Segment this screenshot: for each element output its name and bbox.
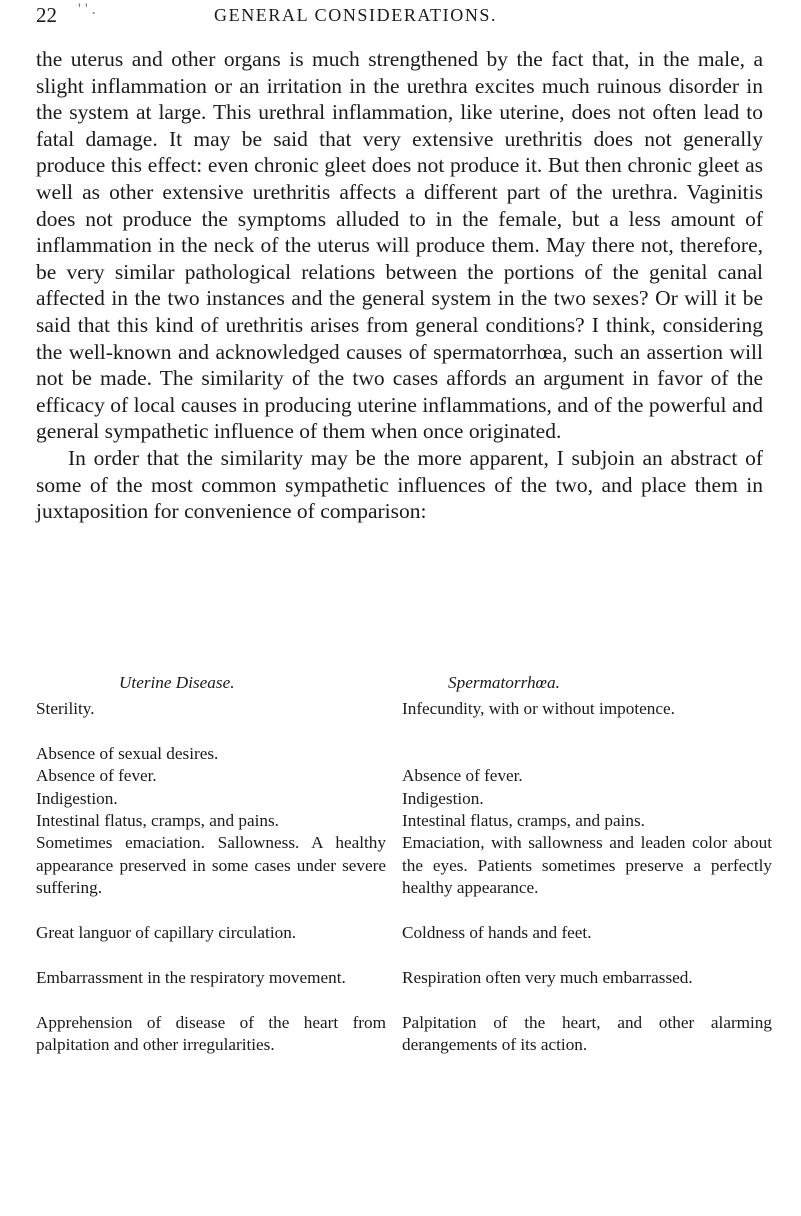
right-entry-fever: Absence of fever. bbox=[402, 766, 523, 786]
spermatorrhoea-heading: Spermatorrhœa. bbox=[448, 673, 560, 692]
left-entry-emaciation: Sometimes emaciation. Sallowness. A healthy appearance preserved in some cases under severe suffering. bbox=[36, 833, 386, 898]
header-marks: ' ' . bbox=[78, 1, 96, 18]
right-entry-emaciation: Emaciation, with sallowness and leaden color about the eyes. Patients sometimes preserve a perfectly healthy appearance. bbox=[402, 833, 772, 898]
left-entry-heart: Apprehension of disease of the heart from palpitation and other irregularities. bbox=[36, 1012, 386, 1054]
right-entry-respiration: Respiration often very much embarrassed. bbox=[402, 967, 693, 987]
body-text bbox=[36, 46, 763, 525]
left-entry-fever: Absence of fever. bbox=[36, 766, 157, 786]
uterine-disease-column bbox=[36, 672, 386, 1056]
right-entry-infecundity: Infecundity, with or without impotence. bbox=[402, 699, 675, 718]
page-header bbox=[0, 3, 801, 31]
paragraph-1: the uterus and other organs is much strengthened by the fact that, in the male, a slight inflammation or an irritation in the urethra excites much ruinous disorder in the system at large. This urethral inflammation, like uterine, does not often lead to fatal damage. It may be said that very extensive urethritis does not generally produce this effect: even chronic gleet does not produce it. But then chronic gleet as well as other extensive urethritis affects a different part of the urethra. Vaginitis does not produce the symptoms alluded to in the female, but a less amount of inflammation in the neck of the uterus will produce them. May there not, therefore, be very similar pathological relations between the portions of the genital canal affected in the two instances and the general system in the two sexes? Or will it be said that this kind of urethritis arises from general conditions? I think, considering the well-known and acknowledged causes of spermatorrhœa, such an assertion will not be made. The similarity of the two cases affords an argument in favor of the efficacy of local causes in producing uterine inflammations, and of the powerful and general sympathetic influence of them when once originated. bbox=[36, 47, 763, 444]
left-entry-respiration: Embarrassment in the respiratory movement. bbox=[36, 967, 346, 987]
left-entry-sterility: Sterility. bbox=[36, 699, 95, 718]
spermatorrhoea-column bbox=[402, 672, 772, 1056]
running-head: GENERAL CONSIDERATIONS. bbox=[214, 5, 498, 25]
right-entry-blank bbox=[402, 743, 772, 765]
left-entry-flatus: Intestinal flatus, cramps, and pains. bbox=[36, 810, 279, 830]
left-entry-indigestion: Indigestion. bbox=[36, 788, 118, 808]
right-entry-indigestion: Indigestion. bbox=[402, 788, 484, 808]
right-entry-palpitation: Palpitation of the heart, and other alarming derangements of its action. bbox=[402, 1012, 772, 1054]
paragraph-2: In order that the similarity may be the more apparent, I subjoin an abstract of some of the most common sympathetic influences of the two, and place them in juxtaposition for convenience of comparison: bbox=[36, 445, 763, 524]
left-entry-circulation: Great languor of capillary circulation. bbox=[36, 922, 297, 942]
left-entry-sexual-desires: Absence of sexual desires. bbox=[36, 743, 219, 763]
right-entry-flatus: Intestinal flatus, cramps, and pains. bbox=[402, 810, 645, 830]
page-number: 22 bbox=[36, 3, 57, 27]
right-entry-coldness: Coldness of hands and feet. bbox=[402, 922, 592, 942]
uterine-disease-heading: Uterine Disease. bbox=[119, 673, 235, 692]
